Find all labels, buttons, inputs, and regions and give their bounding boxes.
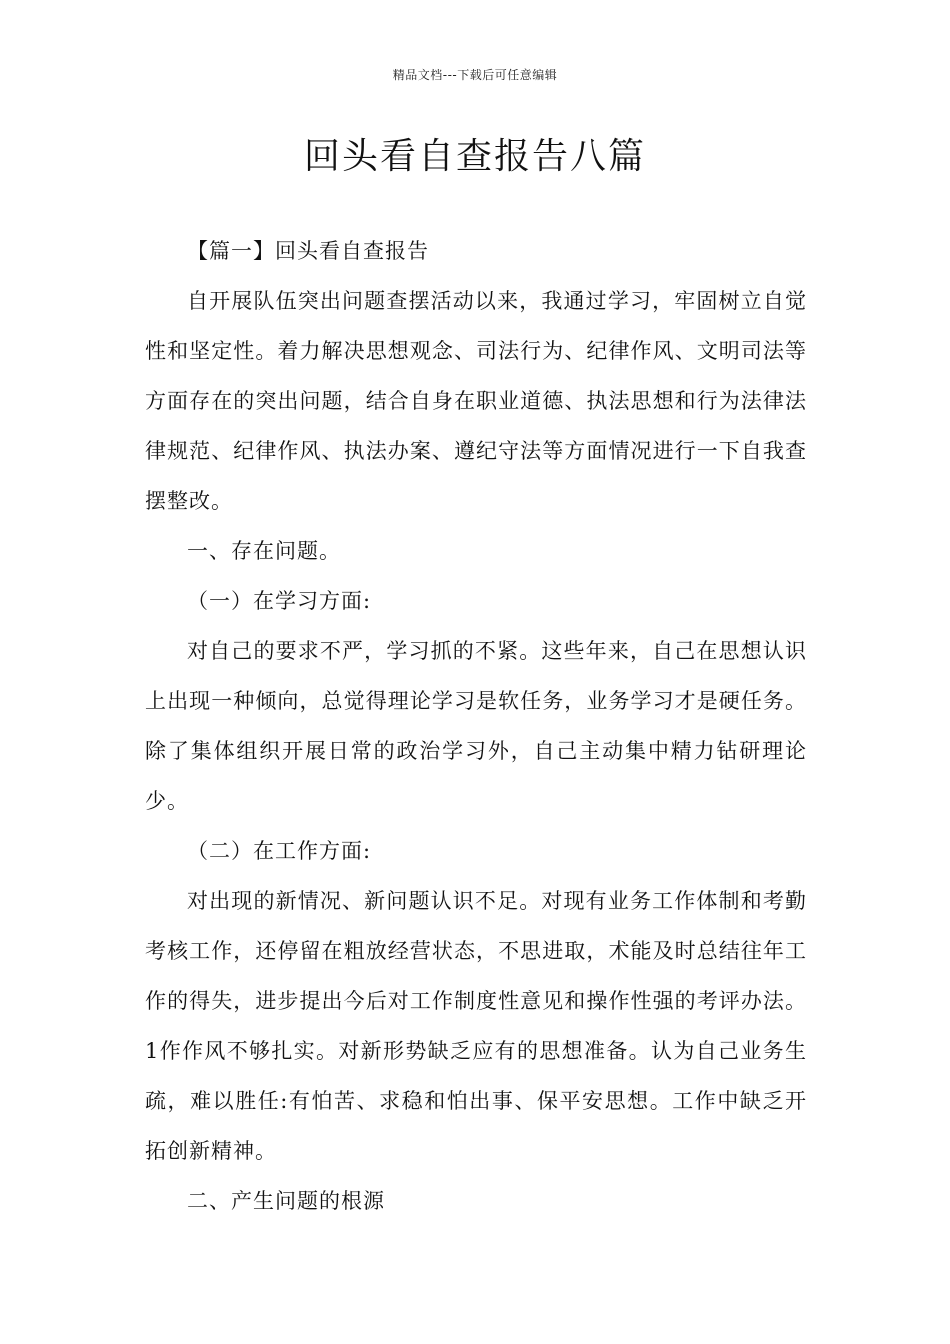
document-body (145, 226, 807, 1226)
section-heading-part-one: 【篇一】回头看自查报告 (187, 239, 429, 263)
document-title: 回头看自查报告八篇 (303, 136, 646, 177)
heading-problem-roots: 二、产生问题的根源 (187, 1189, 385, 1213)
paragraph-study: 对自己的要求不严，学习抓的不紧。这些年来，自己在思想认识上出现一种倾向，总觉得理论学习是软任务，业务学习才是硬任务。除了集体组织开展日常的政治学习外，自己主动集中精力钻研理论少。 (145, 639, 807, 813)
paragraph-intro: 自开展队伍突出问题查摆活动以来，我通过学习，牢固树立自觉性和坚定性。着力解决思想观念、司法行为、纪律作风、文明司法等方面存在的突出问题，结合自身在职业道德、执法思想和行为法律法律规范、纪律作风、执法办案、遵纪守法等方面情况进行一下自我查摆整改。 (145, 289, 807, 513)
page-header-note: 精品文档---下载后可任意编辑 (392, 68, 558, 82)
heading-existing-problems: 一、存在问题。 (187, 539, 341, 563)
subheading-study: （一）在学习方面: (187, 589, 372, 613)
subheading-work: （二）在工作方面: (187, 839, 372, 863)
paragraph-work: 对出现的新情况、新问题认识不足。对现有业务工作体制和考勤考核工作，还停留在粗放经营状态，不思进取，术能及时总结往年工作的得失，进步提出今后对工作制度性意见和操作性强的考评办法。1作作风不够扎实。对新形势缺乏应有的思想准备。认为自己业务生疏，难以胜任:有怕苦、求稳和怕出事、保平安思想。工作中缺乏开拓创新精神。 (145, 889, 807, 1163)
